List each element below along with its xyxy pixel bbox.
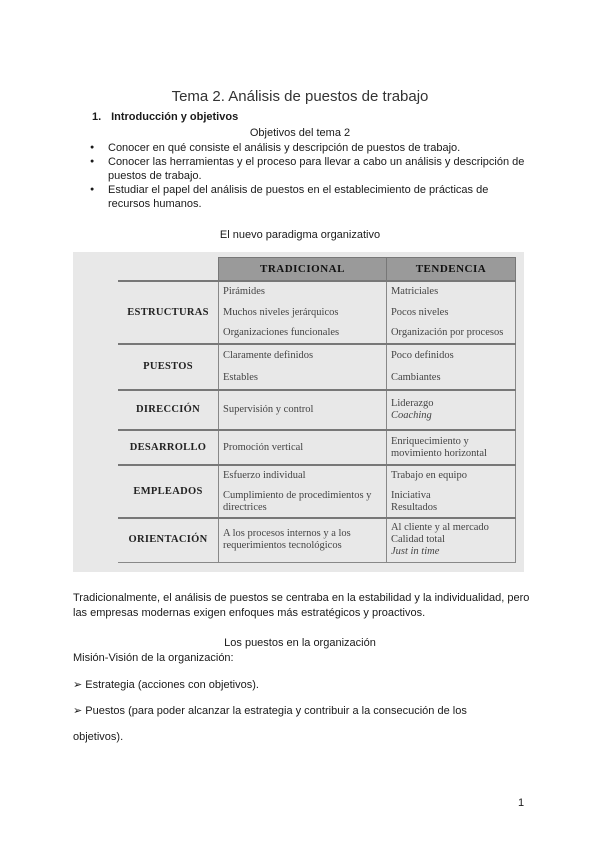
- table-cell: Estables: [219, 367, 387, 390]
- cell-line: Calidad total: [390, 534, 445, 546]
- subheading: Los puestos en la organización: [224, 637, 376, 649]
- header-tradicional: TRADICIONAL: [219, 258, 387, 282]
- body-paragraph: Tradicionalmente, el análisis de puestos se centraba en la estabilidad y la individualidad, pero las empresas modernas exigen enfoques más estratégicos y proactivos.: [73, 592, 530, 619]
- paradigm-table-image: [73, 252, 524, 572]
- list-item: ● Conocer las herramientas y el proceso para llevar a cabo un análisis y descripción de puestos de trabajo.: [108, 155, 528, 183]
- page-number: 1: [518, 797, 525, 809]
- table-corner: [118, 258, 219, 282]
- cell-line: Liderazgo: [390, 398, 434, 409]
- table-cell: Supervisión y control: [219, 390, 387, 430]
- table-cell: Poco definidos: [386, 344, 515, 367]
- table-cell: [386, 486, 515, 518]
- list-item: ● Estudiar el papel del análisis de puestos en el establecimiento de prácticas de recursos humanos.: [108, 183, 528, 211]
- table-cell: [386, 390, 515, 430]
- paradigm-table: [118, 257, 516, 563]
- table-cell: Pirámides: [219, 281, 387, 302]
- table-cell: Cambiantes: [386, 367, 515, 390]
- table-caption: El nuevo paradigma organizativo: [219, 229, 381, 241]
- text-line: objetivos).: [73, 731, 124, 743]
- cell-line: Resultados: [390, 501, 438, 513]
- table-cell: Promoción vertical: [219, 430, 387, 465]
- table-cell: Organización por procesos: [386, 323, 515, 344]
- header-tendencia: TENDENCIA: [386, 258, 515, 282]
- cell-line: Al cliente y al mercado: [390, 522, 489, 534]
- table-cell: Cumplimiento de procedimientos y directrices: [219, 486, 387, 518]
- table-cell: Esfuerzo individual: [219, 465, 387, 486]
- section-title: Introducción y objetivos: [111, 111, 239, 123]
- table-cell: Pocos niveles: [386, 302, 515, 323]
- category-puestos: PUESTOS: [118, 344, 219, 390]
- table-cell: Enriquecimiento y movimiento horizontal: [386, 430, 515, 465]
- table-cell: [386, 518, 515, 562]
- table-cell: Muchos niveles jerárquicos: [219, 302, 387, 323]
- table-cell: Matriciales: [386, 281, 515, 302]
- text-line: ➢ Puestos (para poder alcanzar la estrategia y contribuir a la consecución de los: [73, 705, 467, 717]
- cell-line: Just in time: [390, 546, 440, 558]
- category-direccion: DIRECCIÓN: [118, 390, 219, 430]
- table-cell: Claramente definidos: [219, 344, 387, 367]
- table-cell: Organizaciones funcionales: [219, 323, 387, 344]
- category-estructuras: ESTRUCTURAS: [118, 281, 219, 344]
- text-line: Misión-Visión de la organización:: [73, 652, 234, 664]
- cell-line: Coaching: [390, 410, 432, 421]
- objectives-list: [108, 141, 528, 211]
- cell-line: Iniciativa: [390, 489, 431, 501]
- section-heading: [92, 111, 238, 123]
- page-title: Tema 2. Análisis de puestos de trabajo: [171, 88, 429, 105]
- category-empleados: EMPLEADOS: [118, 465, 219, 518]
- text-line: ➢ Estrategia (acciones con objetivos).: [73, 679, 259, 691]
- table-cell: A los procesos internos y a los requerimientos tecnológicos: [219, 518, 387, 562]
- section-number: 1.: [92, 111, 102, 123]
- category-orientacion: ORIENTACIÓN: [118, 518, 219, 562]
- category-desarrollo: DESARROLLO: [118, 430, 219, 465]
- table-cell: Trabajo en equipo: [386, 465, 515, 486]
- objectives-title: Objetivos del tema 2: [249, 127, 351, 139]
- list-item: ● Conocer en qué consiste el análisis y descripción de puestos de trabajo.: [108, 141, 528, 155]
